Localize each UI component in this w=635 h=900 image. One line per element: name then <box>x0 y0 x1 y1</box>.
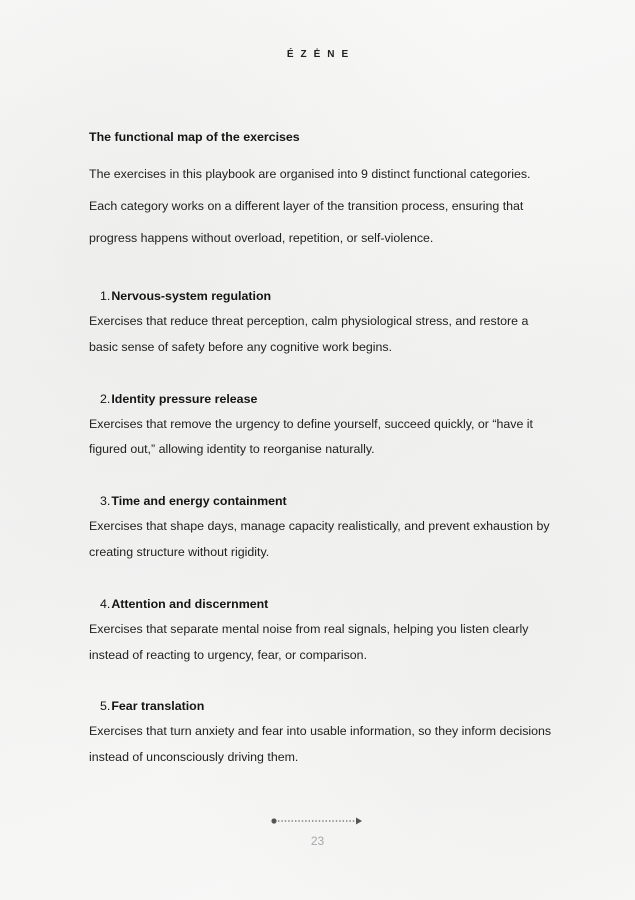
category-title-text: Identity pressure release <box>111 391 258 406</box>
dotted-arrow-icon <box>270 815 365 827</box>
category-item-3 <box>89 488 559 566</box>
section-intro: The exercises in this playbook are organised into 9 distinct functional categories. Each category works on a different layer of the transition process, ensuring that progress happens without overload, repetition, or self-violence. <box>89 167 531 245</box>
section-heading: The functional map of the exercises <box>89 130 300 144</box>
category-description: Exercises that separate mental noise from real signals, helping you listen clearly instead of reacting to urgency, fear, or comparison. <box>89 621 529 662</box>
category-title-text: Nervous-system regulation <box>111 289 272 303</box>
category-number: 5. <box>100 699 111 714</box>
category-number: 3. <box>100 494 111 509</box>
category-number: 4. <box>100 596 111 611</box>
page-number: 23 <box>310 834 325 848</box>
category-title-text: Fear translation <box>111 699 205 714</box>
category-description: Exercises that shape days, manage capacity realistically, and prevent exhaustion by creating structure without rigidity. <box>89 519 550 559</box>
category-item-4 <box>89 591 559 669</box>
category-title <box>89 283 559 309</box>
category-title <box>89 693 559 719</box>
category-title <box>89 488 559 514</box>
page-content <box>89 127 559 796</box>
category-list <box>89 283 559 771</box>
category-description: Exercises that turn anxiety and fear into usable information, so they inform decisions instead of unconsciously driving them. <box>89 724 552 765</box>
category-description: Exercises that remove the urgency to define yourself, succeed quickly, or “have it figured out,” allowing identity to reorganise naturally. <box>89 416 533 457</box>
category-title <box>89 386 559 412</box>
category-number: 1. <box>100 289 111 303</box>
category-description: Exercises that reduce threat perception, calm physiological stress, and restore a basic sense of safety before any cognitive work begins. <box>89 314 529 354</box>
category-item-1 <box>89 283 559 361</box>
category-item-5 <box>89 693 559 771</box>
category-number: 2. <box>100 391 111 406</box>
category-title <box>89 591 559 617</box>
brand-logo: ÉZĖNE <box>286 49 356 60</box>
category-title-text: Time and energy containment <box>111 494 287 509</box>
category-item-2 <box>89 386 559 464</box>
category-title-text: Attention and discernment <box>111 596 269 611</box>
